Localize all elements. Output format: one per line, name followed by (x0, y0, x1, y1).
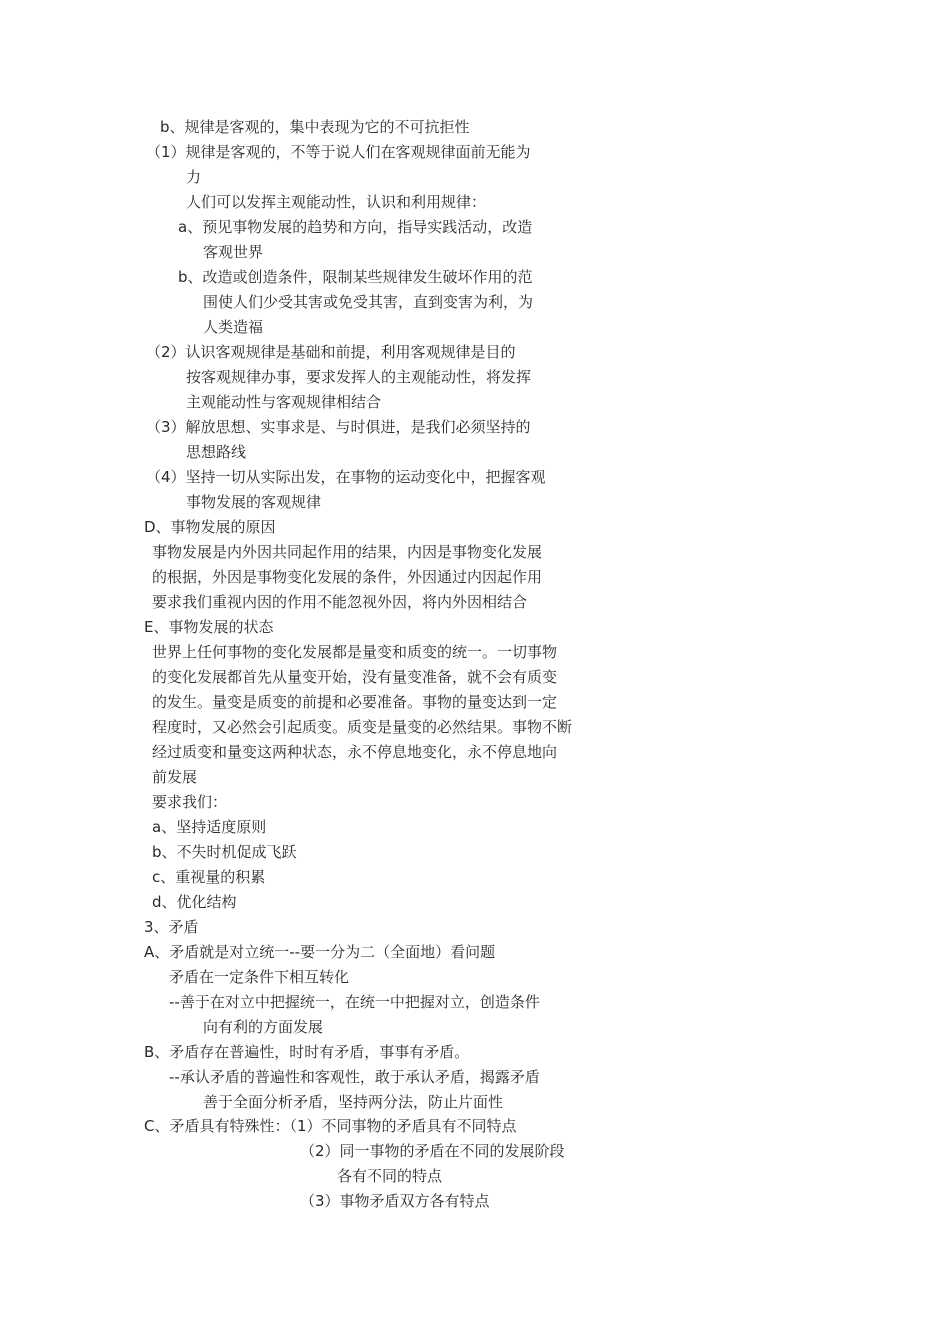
list-item: d、优化结构 (152, 893, 237, 911)
text-line: （2）认识客观规律是基础和前提，利用客观规律是目的 (146, 343, 516, 361)
text-line: 世界上任何事物的变化发展都是量变和质变的统一。一切事物 (152, 643, 558, 661)
text-line: 要求我们： (152, 793, 228, 811)
text-line: C、矛盾具有特殊性：（1）不同事物的矛盾具有不同特点 (144, 1117, 517, 1135)
text-line: 的发生。量变是质变的前提和必要准备。事物的量变达到一定 (152, 693, 558, 711)
text-line: （1）规律是客观的，不等于说人们在客观规律面前无能为 (146, 143, 531, 161)
text-line: 围使人们少受其害或免受其害，直到变害为利，为 (203, 293, 534, 311)
text-line: 要求我们重视内因的作用不能忽视外因，将内外因相结合 (152, 593, 528, 611)
text-line: --善于在对立中把握统一，在统一中把握对立，创造条件 (169, 993, 540, 1011)
section-heading: E、事物发展的状态 (144, 618, 274, 636)
section-heading: 3、矛盾 (144, 918, 199, 936)
text-line: 程度时，又必然会引起质变。质变是量变的必然结果。事物不断 (152, 718, 573, 736)
text-line: 善于全面分析矛盾，坚持两分法，防止片面性 (203, 1093, 504, 1111)
text-line: b、规律是客观的，集中表现为它的不可抗拒性 (160, 118, 470, 136)
text-line: 向有利的方面发展 (203, 1018, 324, 1036)
text-line: （2）同一事物的矛盾在不同的发展阶段 (300, 1142, 565, 1160)
text-line: 客观世界 (203, 243, 264, 261)
text-line: 人们可以发挥主观能动性，认识和利用规律： (186, 193, 487, 211)
text-line: 人类造福 (203, 318, 264, 336)
text-line: 的变化发展都首先从量变开始，没有量变准备，就不会有质变 (152, 668, 558, 686)
list-item: a、坚持适度原则 (152, 818, 267, 836)
text-line: A、矛盾就是对立统一--要一分为二（全面地）看问题 (144, 943, 496, 961)
text-line: --承认矛盾的普遍性和客观性，敢于承认矛盾，揭露矛盾 (169, 1068, 540, 1086)
text-line: 事物发展是内外因共同起作用的结果，内因是事物变化发展 (152, 543, 543, 561)
text-line: b、改造或创造条件，限制某些规律发生破坏作用的范 (178, 268, 533, 286)
text-line: 主观能动性与客观规律相结合 (186, 393, 382, 411)
text-line: （3）事物矛盾双方各有特点 (300, 1192, 490, 1210)
text-line: 力 (186, 168, 202, 186)
text-line: 事物发展的客观规律 (186, 493, 322, 511)
text-line: 的根据，外因是事物变化发展的条件，外因通过内因起作用 (152, 568, 543, 586)
text-line: （3）解放思想、实事求是、与时俱进，是我们必须坚持的 (146, 418, 531, 436)
text-line: 矛盾在一定条件下相互转化 (169, 968, 350, 986)
list-item: b、不失时机促成飞跃 (152, 843, 297, 861)
text-line: 经过质变和量变这两种状态，永不停息地变化，永不停息地向 (152, 743, 558, 761)
section-heading: D、事物发展的原因 (144, 518, 276, 536)
text-line: （4）坚持一切从实际出发，在事物的运动变化中，把握客观 (146, 468, 546, 486)
text-line: 思想路线 (186, 443, 247, 461)
text-line: a、预见事物发展的趋势和方向，指导实践活动，改造 (178, 218, 533, 236)
text-line: 按客观规律办事，要求发挥人的主观能动性，将发挥 (186, 368, 532, 386)
text-line: B、矛盾存在普遍性，时时有矛盾，事事有矛盾。 (144, 1043, 470, 1061)
list-item: c、重视量的积累 (152, 868, 266, 886)
text-line: 各有不同的特点 (337, 1167, 443, 1185)
text-line: 前发展 (152, 768, 198, 786)
